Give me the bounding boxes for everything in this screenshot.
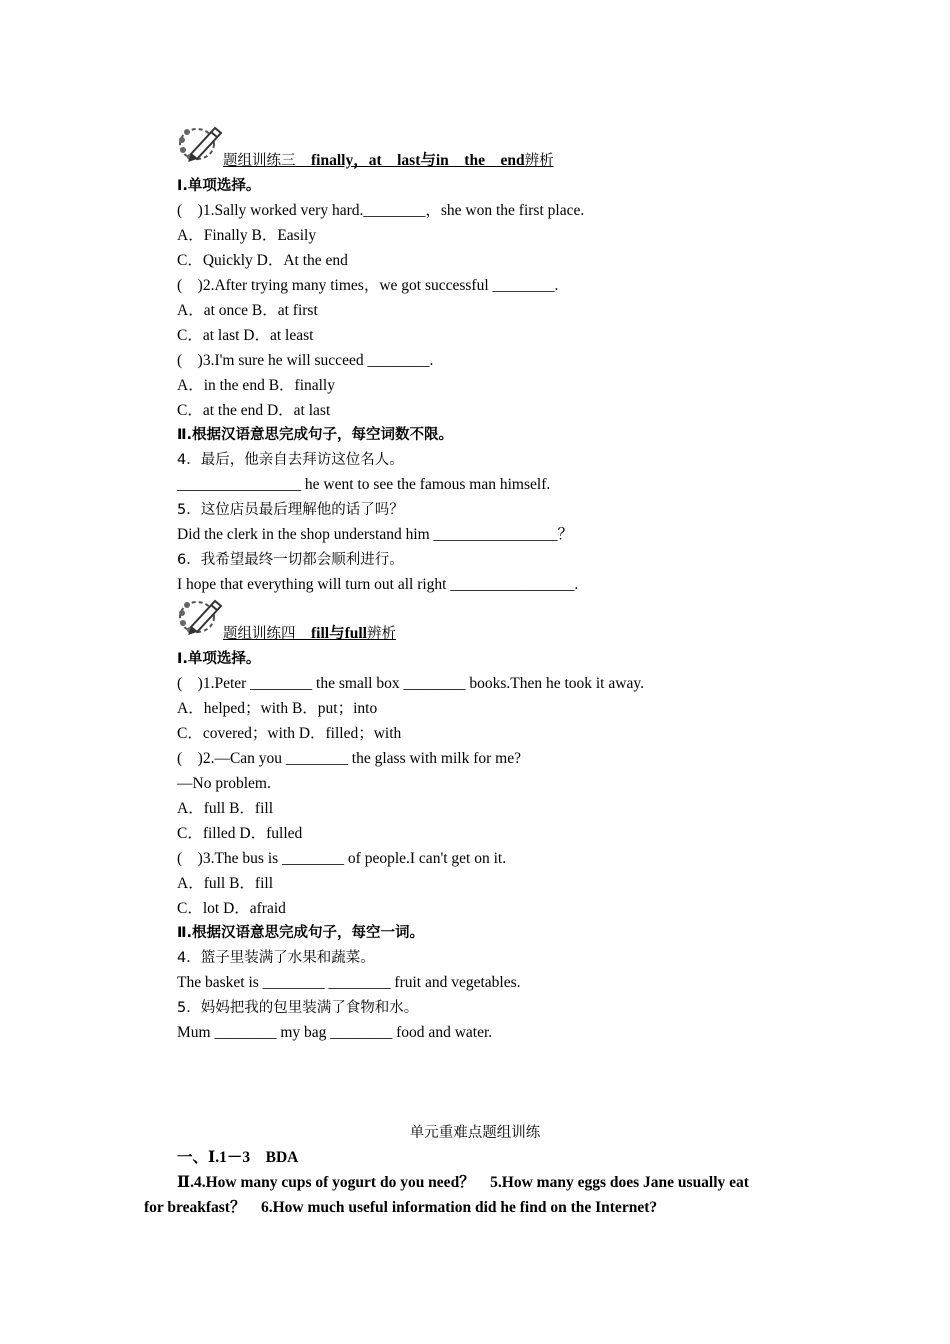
- g4-section2-heading: Ⅱ.根据汉语意思完成句子，每空一词。: [177, 925, 425, 941]
- g3-q4-english: ________________ he went to see the famous man himself.: [177, 476, 551, 493]
- g3-q6-chinese: 6．我希望最终一切都会顺利进行。: [177, 552, 404, 568]
- g3-q1-options-ab: A．Finally B．Easily: [177, 227, 317, 244]
- g3-q3-options-ab: A．in the end B．finally: [177, 377, 335, 394]
- g4-q4-chinese: 4．篮子里装满了水果和蔬菜。: [177, 950, 375, 966]
- g3-q5-english: Did the clerk in the shop understand him ________________？: [177, 526, 574, 543]
- g4-q2-options-ab: A．full B．fill: [177, 800, 274, 817]
- g4-q3-options-ab: A．full B．fill: [177, 875, 274, 892]
- g4-q3-options-cd: C．lot D．afraid: [177, 900, 286, 917]
- g3-section2-heading: Ⅱ.根据汉语意思完成句子，每空词数不限。: [177, 427, 454, 443]
- g4-q2: ( )2.—Can you ________ the glass with milk for me?: [177, 750, 521, 767]
- g4-q2-options-cd: C．filled D．fulled: [177, 825, 303, 842]
- pencil-notebook-icon: [177, 124, 223, 164]
- g3-section1-heading: Ⅰ.单项选择。: [177, 178, 261, 194]
- g3-q3-options-cd: C．at the end D．at last: [177, 402, 331, 419]
- g3-q3: ( )3.I'm sure he will succeed ________.: [177, 352, 434, 369]
- pencil-notebook-icon: [177, 597, 223, 637]
- g3-q4-chinese: 4．最后，他亲自去拜访这位名人。: [177, 452, 404, 468]
- g4-q4-english: The basket is ________ ________ fruit and vegetables.: [177, 974, 521, 991]
- g3-q1: ( )1.Sally worked very hard.________，she won the first place.: [177, 202, 585, 219]
- g4-q3: ( )3.The bus is ________ of people.I can't get on it.: [177, 850, 507, 867]
- g4-q1-options-ab: A．helped；with B．put；into: [177, 700, 378, 717]
- g3-q6-english: I hope that everything will turn out all right ________________.: [177, 576, 579, 593]
- g4-section1-heading: Ⅰ.单项选择。: [177, 651, 261, 667]
- g3-q2-options-cd: C．at last D．at least: [177, 327, 314, 344]
- g4-q1: ( )1.Peter ________ the small box ________ books.Then he took it away.: [177, 675, 644, 692]
- answers-heading: 单元重难点题组训练: [409, 1125, 541, 1141]
- answers-line-1: 一、Ⅰ.1－3 BDA: [177, 1149, 299, 1166]
- group3-title: 题组训练三 finally，at last与in the end辨析: [223, 152, 554, 169]
- g4-q5-chinese: 5．妈妈把我的包里装满了食物和水。: [177, 1000, 419, 1016]
- answers-line-2: Ⅱ.4.How many cups of yogurt do you need？ 5.How many eggs does Jane usually eat: [177, 1174, 749, 1191]
- g3-q2: ( )2.After trying many times，we got successful ________.: [177, 277, 559, 294]
- group4-title: 题组训练四 fill与full辨析: [223, 625, 396, 642]
- g3-q5-chinese: 5．这位店员最后理解他的话了吗？: [177, 502, 404, 518]
- g3-q1-options-cd: C．Quickly D．At the end: [177, 252, 348, 269]
- g4-q2-reply: —No problem.: [177, 775, 271, 792]
- g4-q5-english: Mum ________ my bag ________ food and water.: [177, 1024, 493, 1041]
- answers-line-3: for breakfast？ 6.How much useful information did he find on the Internet?: [144, 1199, 658, 1216]
- g3-q2-options-ab: A．at once B．at first: [177, 302, 318, 319]
- g4-q1-options-cd: C．covered；with D．filled；with: [177, 725, 402, 742]
